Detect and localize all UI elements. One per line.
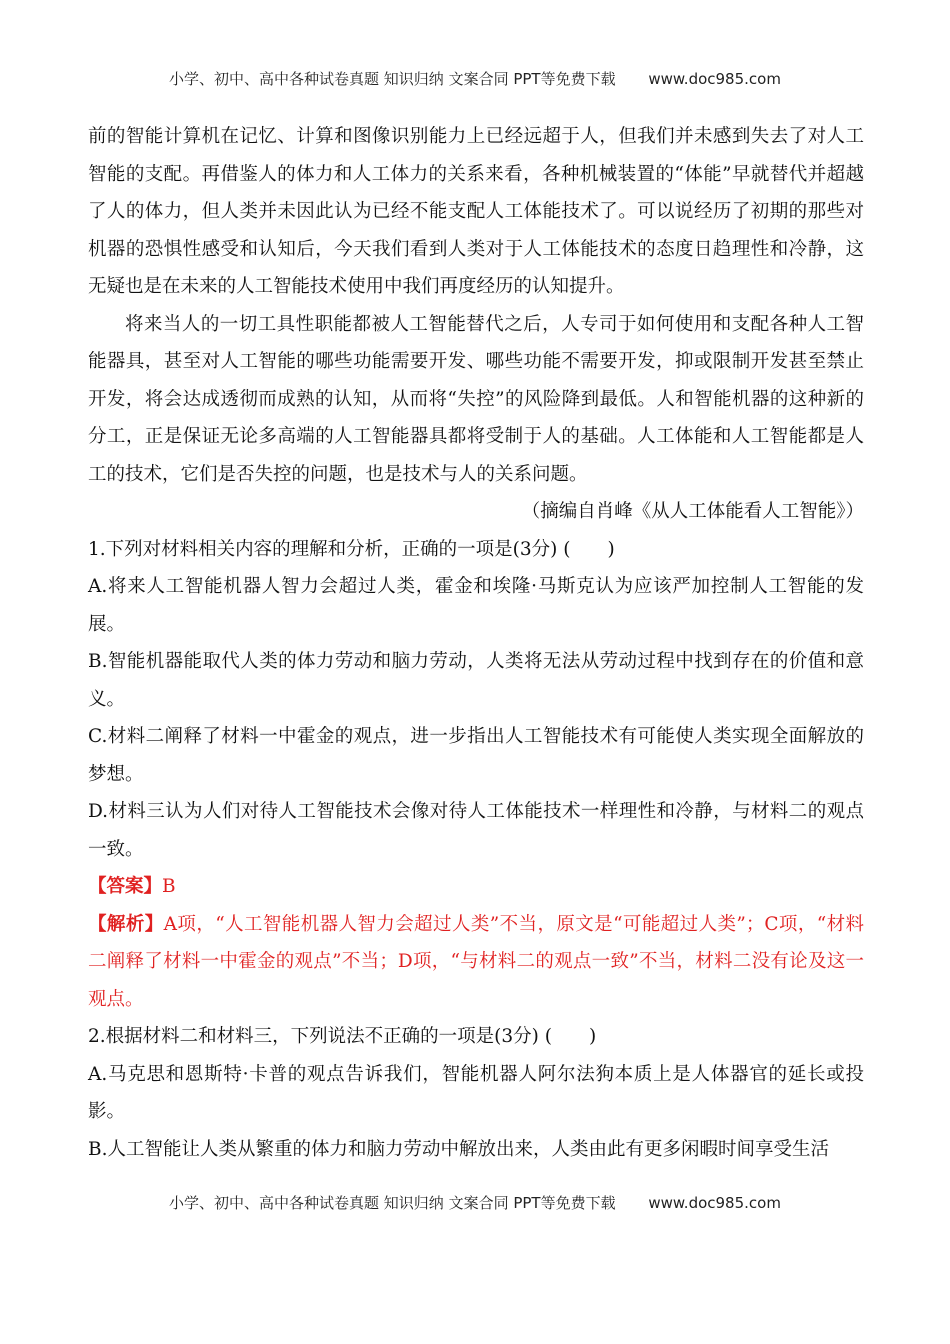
question-2-option-a: A.马克思和恩斯特·卡普的观点告诉我们，智能机器人阿尔法狗本质上是人体器官的延长或投影。 xyxy=(88,1063,864,1122)
passage-paragraph-1: 前的智能计算机在记忆、计算和图像识别能力上已经远超于人，但我们并未感到失去了对人工智能的支配。再借鉴人的体力和人工体力的关系来看，各种机械装置的“体能”早就替代并超越了人的体力，但人类并未因此认为已经不能支配人工体能技术了。可以说经历了初期的那些对机器的恐惧性感受和认知后，今天我们看到人类对于人工体能技术的态度日趋理性和冷静，这无疑也是在未来的人工智能技术使用中我们再度经历的认知提升。 xyxy=(88,126,864,297)
question-1-option-d: D.材料三认为人们对待人工智能技术会像对待人工体能技术一样理性和冷静，与材料二的观点一致。 xyxy=(88,801,864,860)
header-text: 小学、初中、高中各种试卷真题 知识归纳 文案合同 PPT等免费下载 xyxy=(169,70,616,88)
question-1-analysis xyxy=(88,906,864,1019)
question-1-stem: 1.下列对材料相关内容的理解和分析，正确的一项是(3分) ( ) xyxy=(88,538,615,560)
footer-site-link[interactable]: www.doc985.com xyxy=(648,1194,781,1212)
question-1-option-a: A.将来人工智能机器人智力会超过人类，霍金和埃隆·马斯克认为应该严加控制人工智能的发展。 xyxy=(88,576,864,635)
question-1-option-c: C.材料二阐释了材料一中霍金的观点，进一步指出人工智能技术有可能使人类实现全面解放的梦想。 xyxy=(88,726,864,785)
question-2-stem: 2.根据材料二和材料三，下列说法不正确的一项是(3分) ( ) xyxy=(88,1026,597,1047)
analysis-text: A项，“人工智能机器人智力会超过人类”不当，原文是“可能超过人类”；C项，“材料二阐释了材料一中霍金的观点”不当；D项，“与材料二的观点一致”不当，材料二没有论及这一观点。 xyxy=(88,913,864,1010)
page-header xyxy=(0,68,950,89)
question-1-answer xyxy=(88,868,864,906)
footer-text: 小学、初中、高中各种试卷真题 知识归纳 文案合同 PPT等免费下载 xyxy=(169,1194,616,1212)
page-footer xyxy=(0,1192,950,1213)
question-2-option-b: B.人工智能让人类从繁重的体力和脑力劳动中解放出来，人类由此有更多闲暇时间享受生活 xyxy=(88,1138,829,1160)
passage-source: （摘编自肖峰《从人工体能看人工智能》） xyxy=(521,501,864,522)
answer-value: B xyxy=(162,876,176,897)
question-1-option-b: B.智能机器能取代人类的体力劳动和脑力劳动，人类将无法从劳动过程中找到存在的价值和意义。 xyxy=(88,651,864,710)
answer-label: 【答案】 xyxy=(88,876,163,897)
analysis-label: 【解析】 xyxy=(88,913,164,935)
header-site-link[interactable]: www.doc985.com xyxy=(648,70,781,88)
document-body xyxy=(88,118,864,1168)
passage-paragraph-2: 将来当人的一切工具性职能都被人工智能替代之后，人专司于如何使用和支配各种人工智能器具，甚至对人工智能的哪些功能需要开发、哪些功能不需要开发，抑或限制开发甚至禁止开发，将会达成透彻而成熟的认知，从而将“失控”的风险降到最低。人和智能机器的这种新的分工，正是保证无论多高端的人工智能器具都将受制于人的基础。人工体能和人工智能都是人工的技术，它们是否失控的问题，也是技术与人的关系问题。 xyxy=(88,313,864,485)
